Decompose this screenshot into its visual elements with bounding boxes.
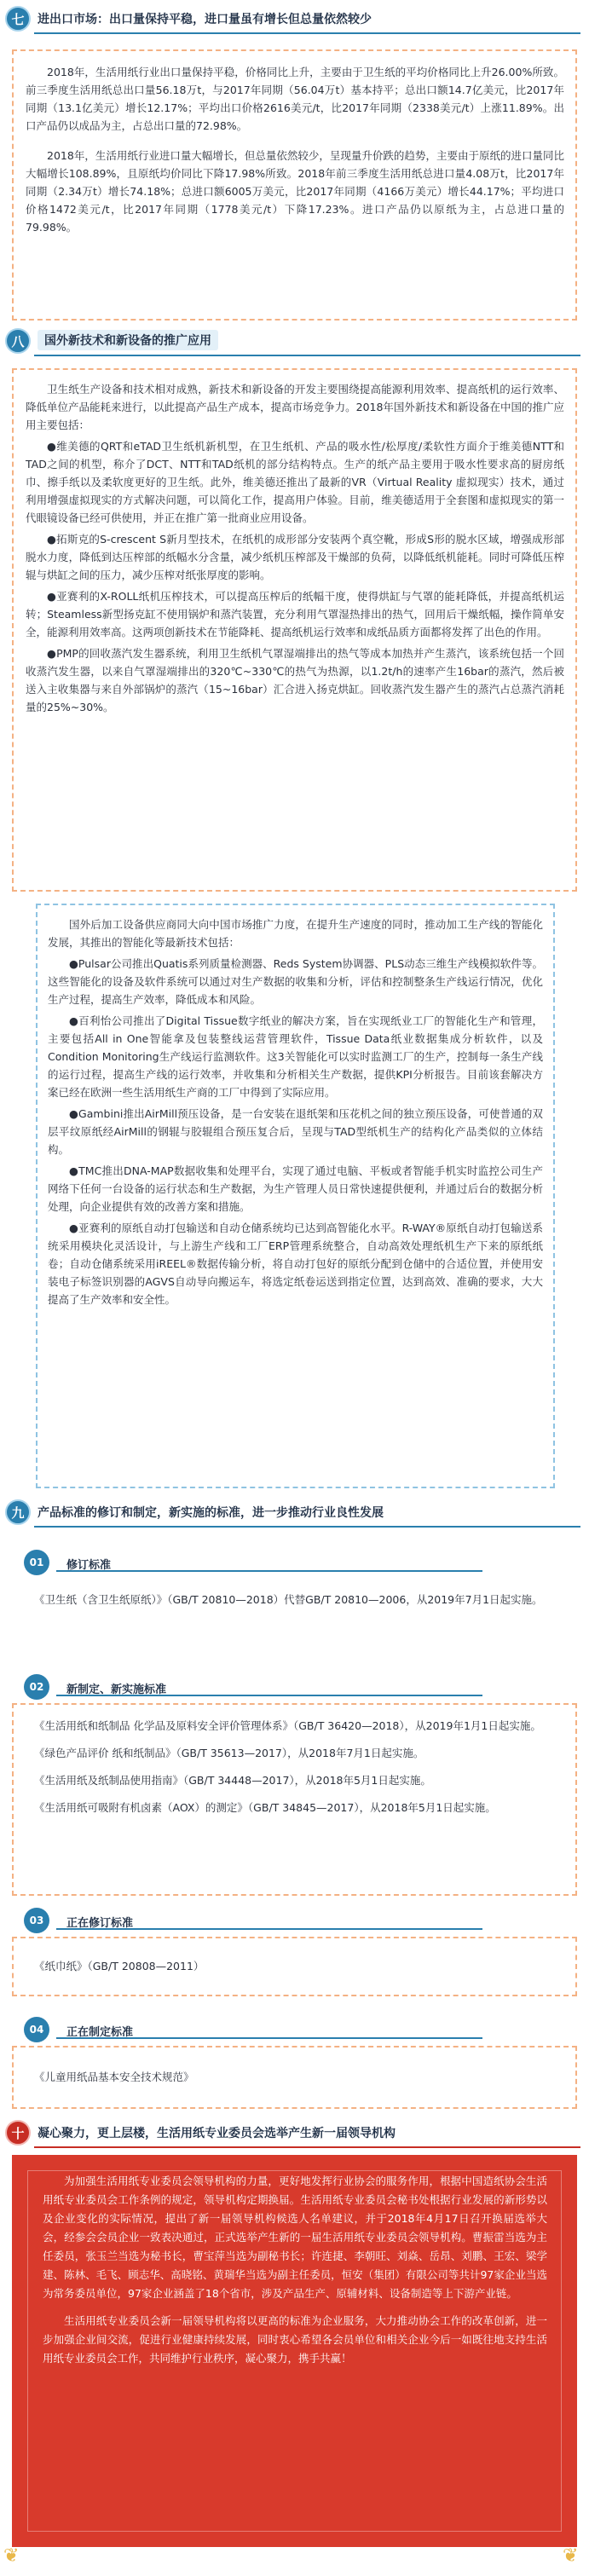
group-label: 修订标准 bbox=[66, 1559, 112, 1572]
bullet-item: ●PMP的回收蒸汽发生器系统，利用卫生纸机气罩湿端排出的热气等成本加热并产生蒸汽，该系统包括一个回收蒸汽发生器，以来自气罩湿端排出的320℃~330℃的热气为热源，以1.2t/h的速率产生16bar的蒸汽，然后被送入主收集器与来自外部锅炉的蒸汽（15~16bar）汇合进入扬克烘缸。回收蒸汽发生器产生的蒸汽占总蒸汽消耗量的25%~30%。 bbox=[26, 647, 564, 713]
bullet-item: ●亚赛利的原纸自动打包输送和自动仓储系统均已达到高智能化水平。R-WAY®原纸自动打包输送系统采用模块化灵活设计，与上游生产线和工厂ERP管理系统整合，自动高效处理纸机生产下来的原纸纸卷；自动仓储系统采用iREEL®数据传输分析，将自动打包好的原纸分配到仓储中的合适位置，并使用安装电子标签识别器的AGVS自动导向搬运车，将选定纸卷运送到指定位置，达到高效、准确的要求，大大提高了生产效率和安全性。 bbox=[48, 1222, 543, 1306]
standard-list bbox=[34, 1957, 563, 1984]
bullet-item: ●Gambini推出AirMill预压设备，是一台安装在退纸架和压花机之间的独立预压设备，可使普通的双层平纹原纸经AirMill的钢辊与胶辊组合预压复合后，呈现与TAD型纸机生产的结构化产品类似的立体结构。 bbox=[48, 1107, 543, 1156]
section-9-title: 产品标准的修订和制定，新实施的标准，进一步推动行业良性发展 bbox=[38, 1506, 384, 1520]
section-number-badge: 十 bbox=[5, 2120, 31, 2146]
paragraph: 2018年，生活用纸行业进口量大幅增长，但总量依然较少，呈现量升价跌的趋势，主要由于原纸的进口量同比大幅增长108.89%，且原纸均价同比下降17.98%所致。2018年前三季度生活用纸总进口量4.08万t，比2017年同期（2.34万t）增长74.18%；总进口额6005万美元，比2017年同期（4166万美元）增长44.17%；平均进口价格1472美元/t，比2017年同期（1778美元/t）下降17.23%。进口产品仍以原纸为主，占总进口量的79.98%。 bbox=[26, 149, 564, 234]
group-label: 新制定、新实施标准 bbox=[66, 1684, 167, 1696]
standard-item: 《生活用纸及纸制品使用指南》（GB/T 34448—2017），从2018年5月1日起实施。 bbox=[34, 1774, 431, 1787]
section-7-header bbox=[0, 3, 589, 34]
section-7-title: 进出口市场：出口量保持平稳，进口量虽有增长但总量依然较少 bbox=[38, 13, 372, 26]
leaf-decoration-icon: ❦ bbox=[563, 2545, 579, 2567]
standard-list bbox=[34, 2068, 563, 2095]
section-9-header bbox=[0, 1497, 589, 1528]
section-divider bbox=[34, 355, 580, 356]
leaf-decoration-icon: ❦ bbox=[3, 2545, 20, 2567]
section-divider bbox=[34, 1526, 580, 1528]
section-number-badge: 八 bbox=[5, 328, 31, 354]
group-number: 02 bbox=[24, 1674, 49, 1700]
section-divider bbox=[34, 32, 580, 34]
bullet-item: ●亚赛利的X-ROLL纸机压榨技术，可以提高压榨后的纸幅干度，使得烘缸与气罩的能耗降低，并提高纸机运转；Steamless新型扬克缸不使用锅炉和蒸汽装置，充分利用气罩湿热排出的热气，回用后干燥纸幅，操作简单安全，能源利用效率高。这两项创新技术在节能降耗、提高纸机运行效率和成纸品质方面都将发挥了出色的作用。 bbox=[26, 590, 564, 638]
section-8-header bbox=[0, 326, 589, 356]
group-label: 正在修订标准 bbox=[66, 1917, 134, 1930]
paragraph: 生活用纸专业委员会新一届领导机构将以更高的标准为企业服务，大力推动协会工作的改革创新，进一步加强企业间交流，促进行业健康持续发展，同时衷心希望各会员单位和相关企业今后一如既往地支持生活用纸专业委员会工作，共同维护行业秩序，凝心聚力，携手共赢！ bbox=[43, 2314, 547, 2365]
standard-list bbox=[34, 1717, 563, 1826]
section-8-title: 国外新技术和新设备的推广应用 bbox=[38, 330, 218, 350]
group-underline bbox=[56, 1555, 482, 1572]
section-number-badge: 七 bbox=[5, 6, 31, 32]
bullet-item: ●Pulsar公司推出Quatis系列质量检测器、Reds System协调器、PLS动态三维生产线模拟软件等。这些智能化的设备及软件系统可以通过对生产数据的收集和分析，评估和控制整条生产线运行情况，优化生产过程，提高生产效率，降低成本和风险。 bbox=[48, 957, 543, 1006]
paragraph: 2018年，生活用纸行业出口量保持平稳，价格同比上升，主要由于卫生纸的平均价格同比上升26.00%所致。前三季度生活用纸总出口量56.18万t，与2017年同期（56.04万t）基本持平；总出口额14.7亿美元，比2017年同期（13.1亿美元）增长12.17%；平均出口价格2616美元/t，比2017年同期（2338美元/t）上涨11.89%。出口产品仍以成品为主，占总出口量的72.98%。 bbox=[26, 66, 564, 132]
section-8-box-body bbox=[48, 915, 543, 1312]
section-10-title: 凝心聚力，更上层楼，生活用纸专业委员会选举产生新一届领导机构 bbox=[38, 2127, 396, 2140]
paragraph: 卫生纸生产设备和技术相对成熟，新技术和新设备的开发主要围绕提高能源利用效率、提高纸机的运行效率、降低单位产品能耗来进行，以此提高产品生产成本，提高市场竞争力。2018年国外新技术和新设备在中国的推广应用主要包括： bbox=[26, 383, 564, 431]
bullet-item: ●维美德的QRT和eTAD卫生纸机新机型，在卫生纸机、产品的吸水性/松厚度/柔软性方面介于维美德NTT和TAD之间的机型，称介了DCT、NTT和TAD纸机的部分结构特点。生产的纸产品主要用于吸水性要求高的厨房纸巾、擦手纸以及柔软度更好的卫生纸。此外，维美德还推出了最新的VR（Virtual Reality 虚拟现实）技术，通过利用增强虚拟现实的方式解决问题，可以简化工作，提高用户体验。目前，维美德适用于全套图和虚拟现实的第一代眼镜设备已经可供使用，并正在推广第一批商业应用设备。 bbox=[26, 440, 564, 524]
standard-item: 《生活用纸可吸附有机卤素（AOX）的测定》（GB/T 34845—2017），从2018年5月1日起实施。 bbox=[34, 1801, 496, 1814]
group-number: 04 bbox=[24, 2017, 49, 2042]
section-10-body bbox=[43, 2172, 547, 2371]
bullet-item: ●TMC推出DNA-MAP数据收集和处理平台，实现了通过电脑、平板或者智能手机实时监控公司生产网络下任何一台设备的运行状态和生产数据，为生产管理人员日常快速提供便利，并通过后台的数据分析处理，向企业提供有效的改善方案和措施。 bbox=[48, 1164, 543, 1213]
standard-item: 《纸巾纸》（GB/T 20808—2011） bbox=[34, 1960, 205, 1972]
bullet-item: ●百利怡公司推出了Digital Tissue数字纸业的解决方案，旨在实现纸业工厂的智能化生产和管理，主要包括All in One智能拿及包装整线运营管理软件，Tissue Data纸业数据集成分析软件，以及Condition Monitoring生产线运行监测软件。这3关智能化可以实时监测工厂的生产，控制每一条生产线的运行过程，提高生产线的运行效率，并收集和分析相关生产数据，提供KPI分析报告。目前该套解决方案已经在欧洲一些生活用纸生产商的工厂中得到了实际应用。 bbox=[48, 1014, 543, 1099]
paragraph: 国外后加工设备供应商同大向中国市场推广力度，在提升生产速度的同时，推动加工生产线的智能化发展，其推出的智能化等最新技术包括： bbox=[48, 918, 543, 949]
standard-item: 《卫生纸（含卫生纸原纸）》（GB/T 20810—2018）代替GB/T 20810—2006，从2019年7月1日起实施。 bbox=[34, 1593, 543, 1606]
standard-item: 《儿童用纸品基本安全技术规范》 bbox=[34, 2071, 194, 2083]
section-7-body bbox=[26, 63, 564, 240]
group-number: 01 bbox=[24, 1550, 49, 1575]
section-8-body bbox=[26, 380, 564, 719]
section-number-badge: 九 bbox=[5, 1499, 31, 1525]
standard-item: 《绿色产品评价 纸和纸制品》（GB/T 35613—2017），从2018年7月1日起实施。 bbox=[34, 1747, 424, 1759]
standard-list bbox=[34, 1591, 563, 1618]
section-10-header bbox=[0, 2117, 589, 2148]
standard-item: 《生活用纸和纸制品 化学品及原料安全评价管理体系》（GB/T 36420—2018），从2019年1月1日起实施。 bbox=[34, 1719, 541, 1732]
group-label: 正在制定标准 bbox=[66, 2026, 134, 2039]
bullet-item: ●拓斯克的S-crescent S新月型技术，在纸机的成形部分安装两个真空靴，形成S形的脱水区域，增强成形部脱水力度，降低到达压榨部的纸幅水分含量，减少纸机压榨部及干燥部的负荷，以降低纸机能耗。同时可降低压榨辊与烘缸之间的压力，减少压榨对纸张厚度的影响。 bbox=[26, 533, 564, 581]
paragraph: 为加强生活用纸专业委员会领导机构的力量，更好地发挥行业协会的服务作用，根据中国造纸协会生活用纸专业委员会工作条例的规定，领导机构定期换届。生活用纸专业委员会秘书处根据行业发展的新形势以及企业变化的实际情况，提出了新一届领导机构候选人名单建议，并于2018年4月17日召开换届选举大会，经参会会员企业一致表决通过，正式选举产生新的一届生活用纸专业委员会领导机构。曹振雷当选为主任委员，张玉兰当选为秘书长，曹宝萍当选为副秘书长；许连捷、李朝旺、刘焱、岳昂、刘鹏、王宏、梁学建、陈林、毛飞、顾志华、高晓铭、黄瑞华当选为副主任委员，恒安（集团）有限公司等共计97家企业当选为常务委员单位，97家企业涵盖了18个省市，涉及产品生产、原辅材料、设备制造等上下游产业链。 bbox=[43, 2175, 547, 2300]
section-divider bbox=[34, 2146, 580, 2148]
group-number: 03 bbox=[24, 1908, 49, 1933]
